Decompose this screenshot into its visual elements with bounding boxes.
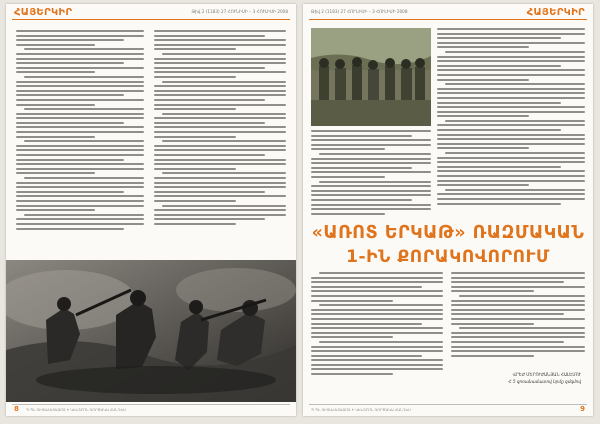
header-rule <box>12 19 290 20</box>
magazine-logo: ՀԱՅԵՐԿԻՐ <box>14 7 73 18</box>
soldiers-group-photo <box>311 28 431 126</box>
right-page-left-text-block <box>311 130 431 218</box>
right-page-top-text-column <box>437 28 585 218</box>
left-page-text-column-2 <box>154 30 286 255</box>
issue-header-info: Թիվ 2 (1183) 27 ՀՈՒՆԻՍԻ – 3 ՀՈՒԼԻՍԻ 2008 <box>311 9 408 14</box>
author-note: Հ 5 զոռանամատով նրմը զմզմով <box>508 379 581 384</box>
article-text-column-2 <box>451 272 585 368</box>
magazine-logo: ՀԱՅԵՐԿԻՐ <box>526 7 585 18</box>
footer-rule <box>12 404 290 405</box>
article-headline-line-2: 1-ԻՆ ՔՈՐԱԿՈՎՈՐՈՒՄ <box>346 247 550 267</box>
article-headline-line-1: «ԱՌՈՏ ԵՐԿԱԹ» ՌԱԶՄԱԿԱՆ <box>311 223 585 243</box>
left-page <box>6 4 296 416</box>
author-name: ՎՐԵԺ ՄԵՐՈՒԺԱՆՅԱՆ ՀԱԼԵՄՈՒ <box>512 372 581 377</box>
footer-text: Պ ՊՆ ԳԻՏԱՀԵՏԱԶՈՏ Ի ԿԵՆՏՐՈՆ ԳՈՐԾԱԿԱ ՀԱՆԴԵՍ <box>311 408 411 412</box>
page-number: 8 <box>14 405 19 413</box>
header-rule <box>309 19 587 20</box>
footer-text: Պ ՊՆ ԳԻՏԱՀԵՏԱԶՈՏ Ի ԿԵՆՏՐՈՆ ԳՈՐԾԱԿԱ ՀԱՆԴԵՍ <box>26 408 126 412</box>
right-page <box>303 4 593 416</box>
soldiers-in-combat-photo <box>6 260 296 402</box>
issue-header-info: Թիվ 2 (1183) 27 ՀՈՒՆԻՍԻ – 3 ՀՈՒԼԻՍԻ 2008 <box>191 9 288 14</box>
page-number: 9 <box>580 405 585 413</box>
article-text-column-1 <box>311 272 443 384</box>
left-page-text-column-1 <box>16 30 144 255</box>
footer-rule <box>309 404 587 405</box>
